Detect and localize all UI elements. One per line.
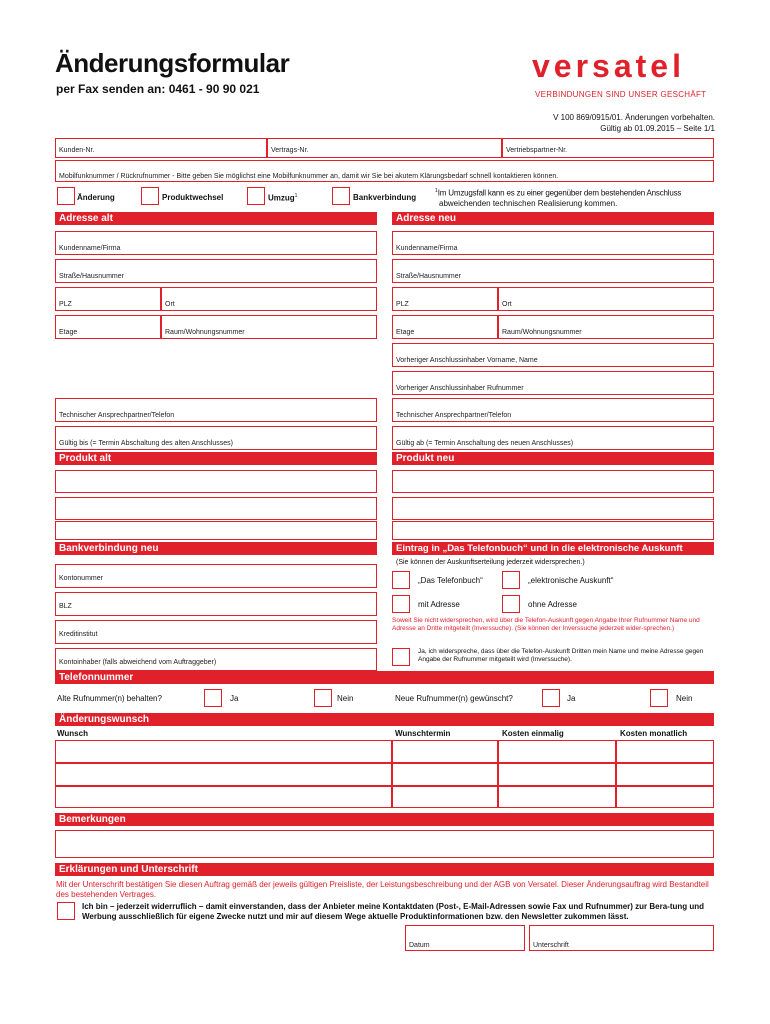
bankverbindung-header: Bankverbindung neu <box>55 542 377 555</box>
field-label: Straße/Hausnummer <box>59 273 124 280</box>
vertrags-nr-field[interactable] <box>267 138 502 158</box>
alt-raum-field[interactable] <box>161 315 377 339</box>
das-telefonbuch-label: „Das Telefonbuch“ <box>418 576 483 585</box>
mit-adresse-checkbox[interactable] <box>392 595 410 613</box>
field-label: Kontoinhaber (falls abweichend vom Auftraggeber) <box>59 659 217 666</box>
field-label: BLZ <box>59 603 72 610</box>
alt-etage-field[interactable] <box>55 315 161 339</box>
field-label: Gültig ab (= Termin Anschaltung des neuen Anschlusses) <box>396 440 574 447</box>
kunden-nr-field[interactable] <box>55 138 267 158</box>
field-label: Kontonummer <box>59 575 103 582</box>
slogan: VERBINDUNGEN SIND UNSER GESCHÄFT <box>535 90 707 99</box>
neu-techniker-field[interactable] <box>392 398 714 422</box>
mobil-field[interactable] <box>55 160 714 182</box>
gueltig-ab-field[interactable] <box>392 426 714 450</box>
datum-label: Datum <box>409 942 430 949</box>
elektronische-auskunft-label: „elektronische Auskunft“ <box>528 576 614 585</box>
inverssuche-widerspruch-checkbox[interactable] <box>392 648 410 666</box>
neu-raum-field[interactable] <box>498 315 714 339</box>
bankverbindung-checkbox[interactable] <box>332 187 350 205</box>
version-text: V 100 869/0915/01. Änderungen vorbehalten. <box>553 113 715 122</box>
produktwechsel-label: Produktwechsel <box>162 193 224 202</box>
field-label: Ort <box>165 301 175 308</box>
neue-nein-checkbox[interactable] <box>650 689 668 707</box>
field-label: PLZ <box>59 301 72 308</box>
ohne-adresse-checkbox[interactable] <box>502 595 520 613</box>
werbung-consent-text: Ich bin – jederzeit widerruflich – damit einverstanden, dass der Anbieter meine Kontaktdaten (Post-, E-Mail-Adressen sowie Fax und Rufnummer) zur Bera-tung und Werbung ausschließlich für eigene Zwecke nutzt und mir auf diesem Wege aktuelle Produktinformationen bzw. den Newsletter zukommen lässt. <box>82 902 705 921</box>
kosten-monatlich-field-3[interactable] <box>616 786 714 808</box>
alt-kundenname-field[interactable] <box>55 231 377 255</box>
kreditinstitut-field[interactable] <box>55 620 377 644</box>
wunsch-field-1[interactable] <box>55 740 392 763</box>
vertriebspartner-nr-label: Vertriebspartner-Nr. <box>506 147 568 154</box>
ohne-adresse-label: ohne Adresse <box>528 600 577 609</box>
field-label: Raum/Wohnungsnummer <box>502 329 582 336</box>
bemerkungen-header: Bemerkungen <box>55 813 714 826</box>
kosten-einmalig-field-1[interactable] <box>498 740 616 763</box>
alt-techniker-field[interactable] <box>55 398 377 422</box>
das-telefonbuch-checkbox[interactable] <box>392 571 410 589</box>
vertrags-nr-label: Vertrags-Nr. <box>271 147 309 154</box>
field-label: Kreditinstitut <box>59 631 98 638</box>
field-label: PLZ <box>396 301 409 308</box>
telefonbuch-header: Eintrag in „Das Telefonbuch“ und in die elektronische Auskunft <box>392 542 714 555</box>
aenderung-label: Änderung <box>77 193 115 202</box>
vertriebspartner-nr-field[interactable] <box>502 138 714 158</box>
bemerkungen-field[interactable] <box>55 830 714 858</box>
blz-field[interactable] <box>55 592 377 616</box>
alte-rufnummer-label: Alte Rufnummer(n) behalten? <box>57 694 162 703</box>
neue-rufnummer-label: Neue Rufnummer(n) gewünscht? <box>395 694 513 703</box>
alt-strasse-field[interactable] <box>55 259 377 283</box>
fax-line: per Fax senden an: 0461 - 90 90 021 <box>56 82 260 96</box>
field-label: Ort <box>502 301 512 308</box>
field-label: Technischer Ansprechpartner/Telefon <box>59 412 175 419</box>
produkt-neu-field-3[interactable] <box>392 521 714 540</box>
alte-ja-checkbox[interactable] <box>204 689 222 707</box>
field-label: Etage <box>59 329 78 336</box>
datum-field[interactable] <box>405 925 525 951</box>
alte-ja-label: Ja <box>230 694 239 703</box>
kosten-monatlich-field-2[interactable] <box>616 763 714 786</box>
field-label: Etage <box>396 329 415 336</box>
produkt-alt-header: Produkt alt <box>55 452 377 465</box>
produktwechsel-checkbox[interactable] <box>141 187 159 205</box>
wunschtermin-field-1[interactable] <box>392 740 498 763</box>
wunschtermin-label: Wunschtermin <box>395 729 451 738</box>
unterschrift-field[interactable] <box>529 925 714 951</box>
bankverbindung-label: Bankverbindung <box>353 193 417 202</box>
elektronische-auskunft-checkbox[interactable] <box>502 571 520 589</box>
neue-nein-label: Nein <box>676 694 693 703</box>
page-title: Änderungsformular <box>55 48 290 78</box>
field-label: Gültig bis (= Termin Abschaltung des alten Anschlusses) <box>59 440 233 447</box>
produkt-neu-field-1[interactable] <box>392 470 714 493</box>
field-label: Raum/Wohnungsnummer <box>165 329 245 336</box>
aenderungswunsch-header: Änderungswunsch <box>55 713 714 726</box>
erklaerung-text: Mit der Unterschrift bestätigen Sie diesen Auftrag gemäß der jeweils gültigen Preisliste, der Leistungsbeschreibung und der AGB von Versatel. Dieser Änderungsauftrag wird Bestandteil des bestehenden Vertrages. <box>56 880 709 899</box>
aenderung-checkbox[interactable] <box>57 187 75 205</box>
werbung-consent-checkbox[interactable] <box>57 902 75 920</box>
neue-ja-label: Ja <box>567 694 576 703</box>
field-label: Technischer Ansprechpartner/Telefon <box>396 412 512 419</box>
neu-ort-field[interactable] <box>498 287 714 311</box>
field-label: Kundenname/Firma <box>59 245 121 252</box>
adresse-alt-header: Adresse alt <box>55 212 377 225</box>
mit-adresse-label: mit Adresse <box>418 600 460 609</box>
neu-strasse-field[interactable] <box>392 259 714 283</box>
wunsch-label: Wunsch <box>57 729 88 738</box>
field-label: Kundenname/Firma <box>396 245 458 252</box>
kosten-monatlich-field-1[interactable] <box>616 740 714 763</box>
umzug-checkbox[interactable] <box>247 187 265 205</box>
erklaerungen-header: Erklärungen und Unterschrift <box>55 863 714 876</box>
kunden-nr-label: Kunden-Nr. <box>59 147 95 154</box>
vorinhaber-name-field[interactable] <box>392 343 714 367</box>
versatel-logo: versatel <box>532 48 685 84</box>
wunsch-field-3[interactable] <box>55 786 392 808</box>
telefonnummer-header: Telefonnummer <box>55 671 714 684</box>
gueltig-bis-field[interactable] <box>55 426 377 450</box>
telefonbuch-note: (Sie können der Auskunftserteilung jederzeit widersprechen.) <box>396 559 585 566</box>
field-label: Straße/Hausnummer <box>396 273 461 280</box>
wunsch-field-2[interactable] <box>55 763 392 786</box>
field-label: Vorheriger Anschlussinhaber Vorname, Name <box>396 357 538 364</box>
adresse-neu-header: Adresse neu <box>392 212 714 225</box>
kontoinhaber-field[interactable] <box>55 648 377 671</box>
mobil-label: Mobilfunknummer / Rückrufnummer - Bitte geben Sie möglichst eine Mobilfunknummer an, damit wir Sie bei akutem Klärungsbedarf schnell kontaktieren können. <box>59 173 559 180</box>
kontonummer-field[interactable] <box>55 564 377 588</box>
produkt-neu-field-2[interactable] <box>392 497 714 520</box>
valid-text: Gültig ab 01.09.2015 – Seite 1/1 <box>600 124 715 133</box>
unterschrift-label: Unterschrift <box>533 942 569 949</box>
kosten-einmalig-label: Kosten einmalig <box>502 729 564 738</box>
vorinhaber-nummer-field[interactable] <box>392 371 714 395</box>
produkt-alt-field-2[interactable] <box>55 497 377 520</box>
alt-plz-field[interactable] <box>55 287 161 311</box>
wunschtermin-field-2[interactable] <box>392 763 498 786</box>
neue-ja-checkbox[interactable] <box>542 689 560 707</box>
inverssuche-widerspruch-label: Ja, ich widerspreche, dass über die Telefon-Auskunft Dritten mein Name und meine Adresse gegen Angabe der Rufnummer mitgeteilt wird (Inverssuche). <box>418 648 704 663</box>
kosten-einmalig-field-3[interactable] <box>498 786 616 808</box>
produkt-alt-field-3[interactable] <box>55 521 377 540</box>
field-label: Vorheriger Anschlussinhaber Rufnummer <box>396 385 524 392</box>
alt-ort-field[interactable] <box>161 287 377 311</box>
neu-plz-field[interactable] <box>392 287 498 311</box>
neu-etage-field[interactable] <box>392 315 498 339</box>
alte-nein-checkbox[interactable] <box>314 689 332 707</box>
kosten-monatlich-label: Kosten monatlich <box>620 729 688 738</box>
produkt-neu-header: Produkt neu <box>392 452 714 465</box>
alte-nein-label: Nein <box>337 694 354 703</box>
wunschtermin-field-3[interactable] <box>392 786 498 808</box>
inverssuche-note: Soweit Sie nicht widersprechen, wird über die Telefon-Auskunft gegen Angabe Ihrer Rufnummer Name und Adresse an Dritte mitgeteilt (Inverssuche). (Sie können der Inverssuche jederzeit wider-sprechen.) <box>392 617 700 632</box>
neu-kundenname-field[interactable] <box>392 231 714 255</box>
produkt-alt-field-1[interactable] <box>55 470 377 493</box>
umzug-label: Umzug$^1$ <box>268 193 298 203</box>
umzug-footnote: $^1$Im Umzugsfall kann es zu einer gegenüber dem bestehenden Anschluss abweichenden technischen Realisierung kommen. <box>435 188 682 208</box>
kosten-einmalig-field-2[interactable] <box>498 763 616 786</box>
